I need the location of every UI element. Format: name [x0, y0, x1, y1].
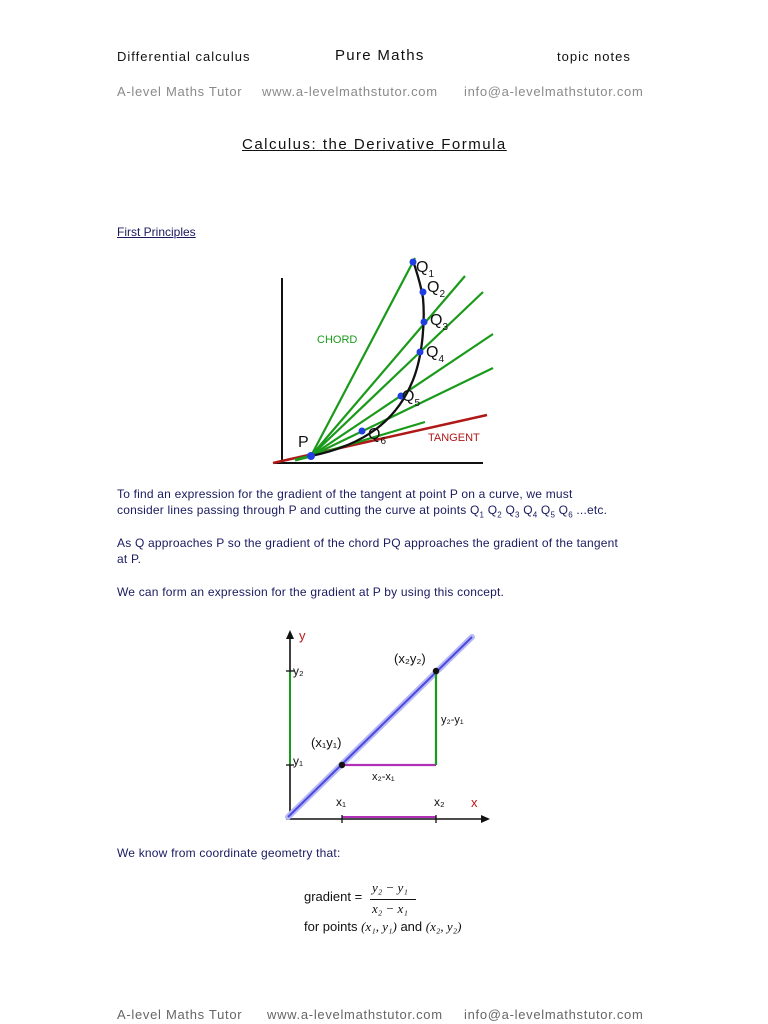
tangent-label: TANGENT — [428, 432, 480, 444]
point-q6 — [359, 428, 366, 435]
gradient-diagram — [278, 625, 500, 825]
section-heading: First Principles — [117, 225, 196, 239]
paragraph-coordinate-geometry: We know from coordinate geometry that: — [117, 846, 341, 860]
chord-label: CHORD — [317, 334, 358, 346]
paragraph-approach — [117, 535, 677, 567]
fraction-bar — [370, 899, 416, 900]
footer-email: info@a-levelmathstutor.com — [464, 1007, 644, 1022]
paragraph-concept: We can form an expression for the gradient at P by using this concept. — [117, 585, 505, 599]
p-label: P — [298, 434, 309, 451]
point-1 — [339, 762, 345, 768]
q2-label: $Q_2$ — [427, 279, 446, 300]
header-subject: Pure Maths — [335, 47, 425, 64]
formula-denominator: x₂ − x₁ — [372, 901, 408, 916]
point-2 — [433, 668, 439, 674]
subheader-name: A-level Maths Tutor — [117, 84, 243, 99]
footer-name: A-level Maths Tutor — [117, 1007, 243, 1022]
header-topic: Differential calculus — [117, 49, 251, 64]
x-axis-label: x — [471, 795, 478, 810]
paragraph-intro — [117, 486, 677, 523]
point-1-label: (x₁y₁) — [311, 735, 342, 750]
q3-label: $Q_3$ — [430, 312, 449, 333]
gradient-formula — [304, 878, 524, 938]
straight-line — [288, 637, 472, 817]
footer-website: www.a-levelmathstutor.com — [267, 1007, 443, 1022]
paragraph-intro-line1: To find an expression for the gradient of the tangent at point P on a curve, we must — [117, 487, 573, 501]
formula-points: for points (x₁, y₁) and (x₂, y₂) — [304, 919, 462, 934]
chord-line — [311, 276, 465, 456]
header-type: topic notes — [557, 49, 631, 64]
page-title: Calculus: the Derivative Formula — [242, 136, 507, 153]
rise-label: y₂-y₁ — [441, 714, 464, 726]
chord-line — [311, 258, 415, 456]
y1-label: y₁ — [293, 754, 304, 768]
chord-lines — [311, 258, 493, 456]
point-q4 — [417, 349, 424, 356]
paragraph-approach-line1: As Q approaches P so the gradient of the chord PQ approaches the gradient of the tangent — [117, 536, 619, 550]
subheader-website: www.a-levelmathstutor.com — [262, 84, 438, 99]
formula-gradient-label: gradient = — [304, 889, 363, 904]
point-2-label: (x₂y₂) — [394, 651, 426, 666]
y-axis-label: y — [299, 628, 306, 643]
x-axis-arrow — [481, 815, 490, 823]
q5-label: $Q_5$ — [402, 388, 421, 409]
y2-label: y₂ — [293, 664, 304, 678]
point-p — [307, 452, 315, 460]
q6-label: $Q_6$ — [368, 426, 387, 447]
point-q2 — [420, 289, 427, 296]
chord-tangent-diagram — [265, 250, 505, 472]
y-axis-arrow — [286, 630, 294, 639]
q1-label: $Q_1$ — [416, 259, 435, 280]
subheader-email: info@a-levelmathstutor.com — [464, 84, 644, 99]
point-q3 — [421, 319, 428, 326]
formula-numerator: y₂ − y₁ — [372, 880, 408, 895]
run-label: x₂-x₁ — [372, 771, 395, 783]
x2-label: x₂ — [434, 795, 445, 809]
x1-label: x₁ — [336, 795, 347, 809]
q4-label: $Q_4$ — [426, 344, 445, 365]
paragraph-approach-line2: at P. — [117, 552, 142, 566]
paragraph-intro-line2: consider lines passing through P and cutting the curve at points $Q_1$ $Q_2$ $Q_3$ $Q_4$ $Q_5$ $Q_6$ ...etc. — [117, 503, 608, 520]
